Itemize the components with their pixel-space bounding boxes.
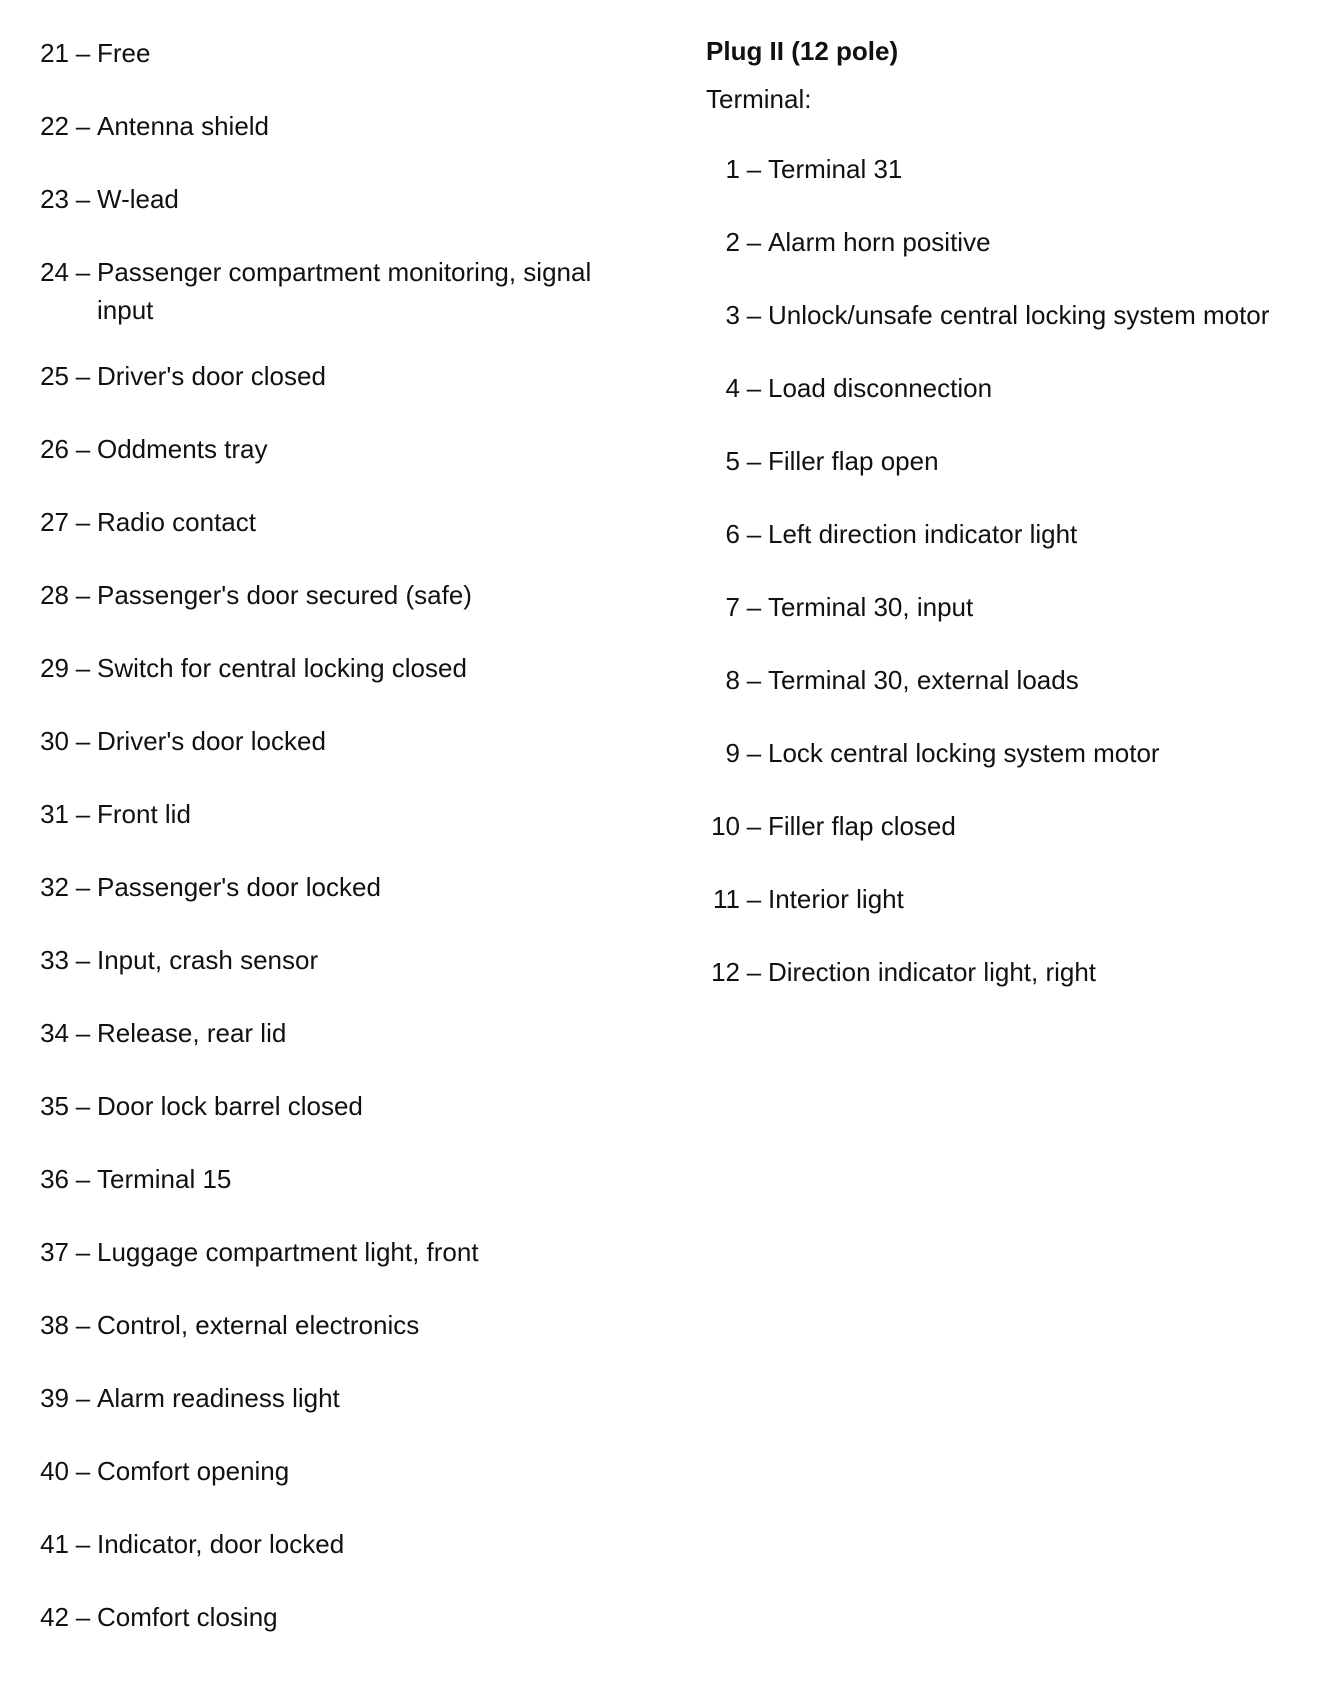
item-number: 9: [725, 738, 740, 768]
list-item: [706, 953, 1316, 991]
item-separator: –: [75, 434, 91, 464]
item-separator: –: [746, 592, 762, 622]
list-item: [35, 357, 635, 395]
item-label: Antenna shield: [97, 111, 270, 141]
list-item: [35, 34, 635, 72]
item-label: Filler flap closed: [768, 811, 956, 841]
item-number: 6: [725, 519, 740, 549]
item-separator: –: [75, 1456, 91, 1486]
item-separator: –: [75, 653, 91, 683]
item-separator: –: [75, 1091, 91, 1121]
list-item: [706, 223, 1316, 261]
list-item: [35, 503, 635, 541]
item-label: Control, external electronics: [97, 1310, 420, 1340]
list-item: [35, 1452, 635, 1490]
item-number: 11: [713, 884, 740, 914]
item-label: Front lid: [97, 799, 191, 829]
list-item: [706, 150, 1316, 188]
item-number: 26: [40, 434, 69, 464]
item-label: Radio contact: [97, 507, 256, 537]
item-separator: –: [75, 184, 91, 214]
item-separator: –: [75, 1018, 91, 1048]
item-number: 39: [40, 1383, 69, 1413]
item-separator: –: [746, 446, 762, 476]
item-label: Passenger's door locked: [97, 872, 381, 902]
item-label: Indicator, door locked: [97, 1529, 345, 1559]
item-separator: –: [746, 957, 762, 987]
item-number: 33: [40, 945, 69, 975]
item-number: 1: [725, 154, 740, 184]
list-item: [35, 576, 635, 614]
item-label: Left direction indicator light: [768, 519, 1078, 549]
item-number: 25: [40, 361, 69, 391]
item-label: Release, rear lid: [97, 1018, 287, 1048]
list-item: [706, 807, 1316, 845]
item-separator: –: [75, 580, 91, 610]
list-item: [706, 734, 1316, 772]
item-separator: –: [75, 1164, 91, 1194]
section-heading: Plug II (12 pole): [706, 36, 899, 66]
item-label: Driver's door closed: [97, 361, 326, 391]
item-number: 35: [40, 1091, 69, 1121]
item-number: 30: [40, 726, 69, 756]
item-label: Door lock barrel closed: [97, 1091, 363, 1121]
item-label: W-lead: [97, 184, 179, 214]
list-item: [35, 1087, 635, 1125]
list-item: [35, 180, 635, 218]
list-item: [706, 588, 1316, 626]
list-item: [35, 253, 635, 329]
item-separator: –: [746, 884, 762, 914]
item-separator: –: [75, 1602, 91, 1632]
item-number: 22: [40, 111, 69, 141]
item-label: Passenger's door secured (safe): [97, 580, 472, 610]
item-label: Unlock/unsafe central locking system motor: [768, 300, 1270, 330]
list-item: [35, 1014, 635, 1052]
item-label: Terminal 30, external loads: [768, 665, 1079, 695]
list-item: [706, 661, 1316, 699]
list-item: [35, 1233, 635, 1271]
item-number: 2: [725, 227, 740, 257]
section-subheading: Terminal:: [706, 84, 812, 114]
item-number: 34: [40, 1018, 69, 1048]
list-item: [35, 1598, 635, 1636]
item-label: Terminal 30, input: [768, 592, 974, 622]
plug-ii-section: [706, 32, 1316, 1026]
list-item: [706, 296, 1316, 334]
item-label: Passenger compartment monitoring, signal input: [97, 257, 592, 325]
item-separator: –: [75, 1310, 91, 1340]
item-separator: –: [75, 1237, 91, 1267]
item-number: 31: [40, 799, 69, 829]
item-label: Oddments tray: [97, 434, 268, 464]
item-label: Comfort closing: [97, 1602, 278, 1632]
item-separator: –: [746, 154, 762, 184]
item-separator: –: [75, 872, 91, 902]
list-item: [35, 649, 635, 687]
list-item: [35, 1379, 635, 1417]
item-label: Free: [97, 38, 151, 68]
item-separator: –: [75, 111, 91, 141]
item-separator: –: [75, 799, 91, 829]
item-separator: –: [746, 300, 762, 330]
item-separator: –: [75, 361, 91, 391]
item-label: Luggage compartment light, front: [97, 1237, 479, 1267]
item-separator: –: [75, 1383, 91, 1413]
item-separator: –: [75, 726, 91, 756]
list-item: [35, 430, 635, 468]
list-item: [35, 1306, 635, 1344]
item-label: Switch for central locking closed: [97, 653, 467, 683]
item-number: 41: [40, 1529, 69, 1559]
list-item: [706, 442, 1316, 480]
item-number: 32: [40, 872, 69, 902]
item-number: 23: [40, 184, 69, 214]
item-separator: –: [75, 257, 91, 287]
item-number: 24: [40, 257, 69, 287]
item-separator: –: [746, 519, 762, 549]
item-number: 28: [40, 580, 69, 610]
item-label: Alarm readiness light: [97, 1383, 340, 1413]
list-item: [35, 722, 635, 760]
item-label: Comfort opening: [97, 1456, 290, 1486]
item-number: 7: [725, 592, 740, 622]
item-separator: –: [746, 811, 762, 841]
item-label: Input, crash sensor: [97, 945, 319, 975]
item-label: Terminal 15: [97, 1164, 232, 1194]
item-label: Driver's door locked: [97, 726, 326, 756]
item-label: Interior light: [768, 884, 904, 914]
list-item: [35, 868, 635, 906]
item-label: Alarm horn positive: [768, 227, 991, 257]
item-separator: –: [75, 507, 91, 537]
list-item: [35, 1525, 635, 1563]
item-number: 21: [40, 38, 69, 68]
item-number: 37: [40, 1237, 69, 1267]
item-separator: –: [746, 373, 762, 403]
item-separator: –: [746, 738, 762, 768]
item-number: 4: [725, 373, 740, 403]
left-terminal-list: [35, 34, 635, 1671]
item-number: 36: [40, 1164, 69, 1194]
item-label: Direction indicator light, right: [768, 957, 1097, 987]
item-label: Filler flap open: [768, 446, 939, 476]
item-label: Terminal 31: [768, 154, 903, 184]
list-item: [706, 880, 1316, 918]
list-item: [706, 369, 1316, 407]
item-label: Lock central locking system motor: [768, 738, 1160, 768]
item-label: Load disconnection: [768, 373, 993, 403]
item-separator: –: [75, 1529, 91, 1559]
item-number: 8: [725, 665, 740, 695]
item-number: 3: [725, 300, 740, 330]
item-number: 40: [40, 1456, 69, 1486]
list-item: [35, 795, 635, 833]
item-number: 29: [40, 653, 69, 683]
item-number: 12: [711, 957, 740, 987]
list-item: [35, 941, 635, 979]
list-item: [35, 107, 635, 145]
item-number: 10: [711, 811, 740, 841]
item-separator: –: [746, 665, 762, 695]
item-number: 42: [40, 1602, 69, 1632]
item-separator: –: [75, 38, 91, 68]
list-item: [35, 1160, 635, 1198]
item-number: 38: [40, 1310, 69, 1340]
item-separator: –: [746, 227, 762, 257]
list-item: [706, 515, 1316, 553]
item-separator: –: [75, 945, 91, 975]
item-number: 27: [40, 507, 69, 537]
item-number: 5: [725, 446, 740, 476]
